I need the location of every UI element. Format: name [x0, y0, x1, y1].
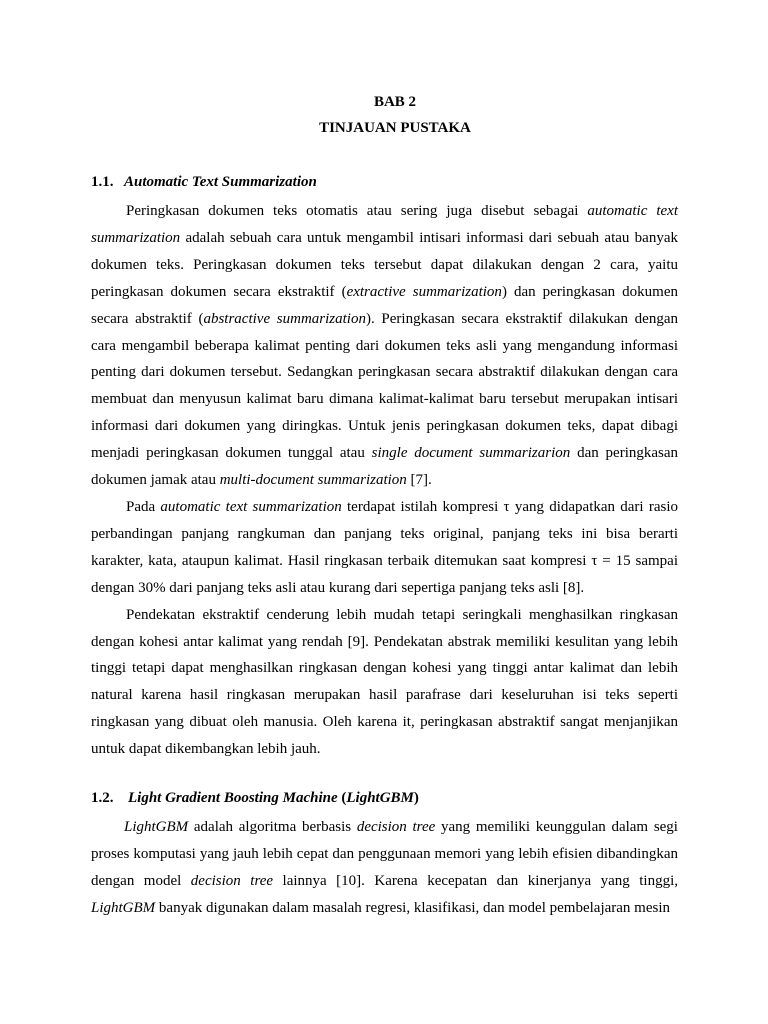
section-title — [128, 790, 419, 806]
text-run: adalah sebuah cara untuk mengambil intisari informasi dari sebuah atau banyak dokumen teks. Peringkasan dokumen teks tersebut dapat dilakukan dengan 2 cara, yaitu peringkasan dokumen secara ekstraktif ( — [91, 229, 678, 300]
text-run: terdapat istilah kompresi τ yang didapatkan dari rasio perbandingan panjang rangkuman dan panjang teks original, panjang teks ini bisa berarti karakter, kata, ataupun kalimat. Hasil ringkasan terbaik ditemukan saat kompresi τ = 15 sampai dengan 30% dari panjang teks asli atau kurang dari sepertiga panjang teks asli [8]. — [91, 498, 679, 596]
italic-text-run: LightGBM — [346, 790, 414, 806]
text-run: yang memiliki keunggulan dalam segi proses komputasi yang jauh lebih cepat dan penggunaan memori yang lebih efisien dibandingkan dengan model — [91, 819, 678, 889]
text-run: ) dan peringkasan dokumen secara abstraktif ( — [91, 283, 679, 327]
italic-text-run: decision tree — [190, 872, 274, 889]
section-number: 1.1. — [91, 174, 114, 190]
italic-text-run: extractive summarization — [346, 283, 502, 300]
italic-text-run: abstractive summarization — [203, 310, 366, 327]
text-run: Peringkasan dokumen teks otomatis atau sering juga disebut sebagai — [126, 203, 588, 219]
section-heading — [91, 788, 678, 808]
chapter-title: TINJAUAN PUSTAKA — [319, 120, 471, 136]
paragraph — [91, 814, 678, 922]
italic-text-run: automatic text summarization — [91, 203, 678, 246]
text-run: dan peringkasan dokumen jamak atau — [91, 445, 679, 489]
text-run: lainnya [10]. Karena kecepatan dan kinerjanya yang tinggi, — [273, 872, 678, 889]
paragraph — [91, 602, 678, 763]
italic-text-run: single document summarizarion — [371, 445, 571, 462]
text-run: ( — [337, 790, 347, 806]
section-automatic-text-summarization — [91, 172, 678, 763]
text-run: [7]. — [406, 472, 432, 489]
section-number: 1.2. — [91, 790, 114, 806]
italic-text-run: automatic text summarization — [160, 498, 342, 515]
text-run: Pada — [126, 498, 161, 515]
italic-text-run: multi-document summarization — [219, 472, 407, 489]
text-run: ). Peringkasan secara ekstraktif dilakukan dengan cara mengambil beberapa kalimat penting dari dokumen teks asli yang mengandung informasi penting dari dokumen tersebut. Sedangkan peringkasan secara abstraktif dilakukan dengan cara membuat dan menyusun kalimat baru dimana kalimat-kalimat baru tersebut merupakan intisari informasi dari dokumen yang diringkas. Untuk jenis peringkasan dokumen teks, dapat dibagi menjadi peringkasan dokumen tunggal atau — [91, 310, 678, 462]
italic-text-run: Light Gradient Boosting Machine — [128, 790, 338, 806]
section-title: Automatic Text Summarization — [124, 174, 317, 190]
text-run: Pendekatan ekstraktif cenderung lebih mudah tetapi seringkali menghasilkan ringkasan dengan kohesi antar kalimat yang rendah [9]. Pendekatan abstrak memiliki kesulitan yang lebih tinggi tetapi dapat menghasilkan ringkasan dengan kohesi yang tinggi antar kalimat dan lebih natural karena hasil ringkasan merupakan hasil parafrase dari keseluruhan isi teks seperti ringkasan yang dibuat oleh manusia. Oleh karena it, peringkasan abstraktif sangat menjanjikan untuk dapat dikembangkan lebih jauh. — [91, 606, 678, 758]
paragraph — [91, 198, 678, 494]
italic-text-run: LightGBM — [91, 899, 156, 916]
chapter-number: BAB 2 — [373, 94, 417, 110]
italic-text-run: decision tree — [356, 819, 436, 835]
section-heading — [91, 172, 678, 192]
text-run: banyak digunakan dalam masalah regresi, klasifikasi, dan model pembelajaran mesin — [155, 899, 670, 916]
text-run: ) — [413, 790, 419, 806]
italic-text-run: LightGBM — [124, 819, 189, 835]
paragraph — [91, 494, 678, 602]
text-run: adalah algoritma berbasis — [188, 819, 357, 835]
section-lightgbm — [91, 788, 678, 922]
